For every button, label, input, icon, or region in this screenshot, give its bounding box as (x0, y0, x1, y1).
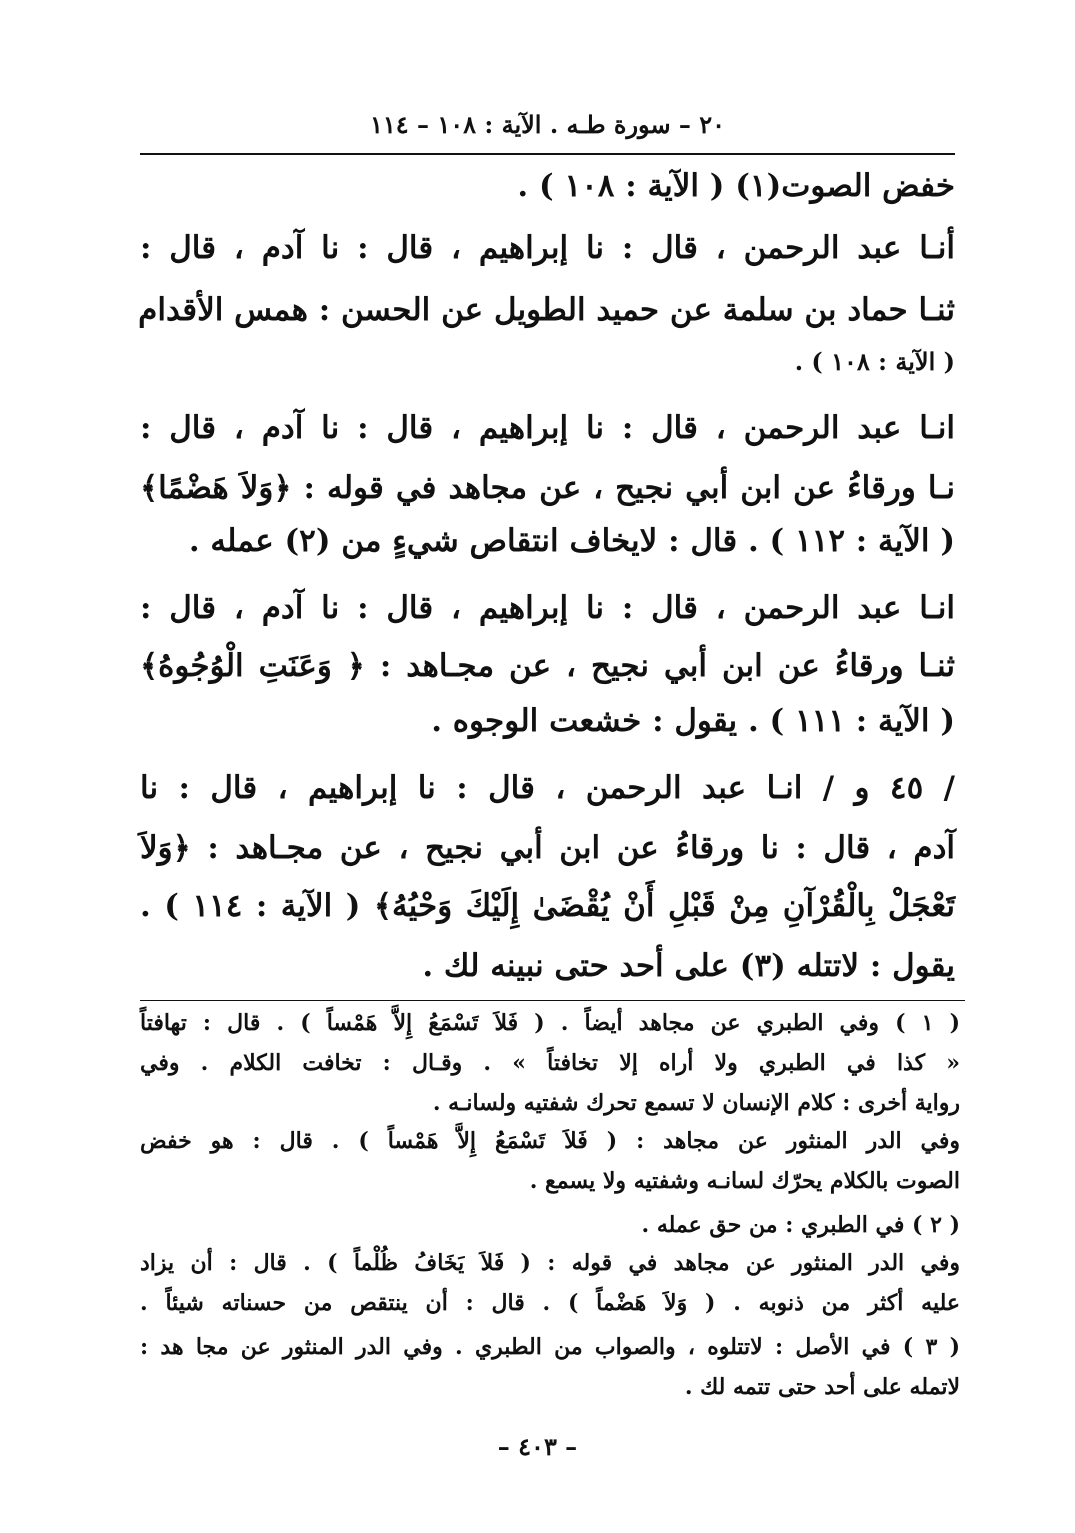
page-number: – ٤٠٣ – (497, 1432, 578, 1461)
body-line: نـا ورقاءُ عن ابن أبي نجيح ، عن مجاهد في قوله : ﴿وَلاَ هَضْمًا﴾ (140, 470, 955, 506)
footnote-line: عليه أكثر من ذنوبه . ( وَلاَ هَضْماً ) . قال : أن ينتقص من حسناته شيئاً . (140, 1290, 960, 1316)
footnote-line: ( ١ ) وفي الطبري عن مجاهد أيضاً . ( فَلاَ تَسْمَعُ إِلاَّ هَمْساً ) . قال : تهافتاً (140, 1010, 960, 1036)
body-line: ( الآية : ١١١ ) . يقول : خشعت الوجوه . (431, 703, 955, 739)
body-line: ( الآية : ١٠٨ ) . (794, 347, 955, 376)
footnote-line: وفي الدر المنثور عن مجاهد في قوله : ( فَلاَ يَخَافُ ظُلْماً ) . قال : أن يزاد (140, 1250, 960, 1276)
footnote-rule (140, 1000, 965, 1001)
body-line: أنـا عبد الرحمن ، قال : نا إبراهيم ، قال : نا آدم ، قال : (140, 230, 955, 266)
footnote-line: وفي الدر المنثور عن مجاهد : ( فَلاَ تَسْمَعُ إِلاَّ هَمْساً ) . قال : هو خفض (140, 1128, 960, 1154)
body-line: ثنـا حماد بن سلمة عن حميد الطويل عن الحسن : همس الأقدام (138, 292, 955, 328)
body-line: تَعْجَلْ بِالْقُرْآنِ مِنْ قَبْلِ أَنْ يُقْضَىٰ إِلَيْكَ وَحْيُهُ﴾ ( الآية : ١١٤ ) . (140, 888, 955, 924)
header-rule (140, 153, 955, 155)
body-line: ثنـا ورقاءُ عن ابن أبي نجيح ، عن مجـاهد : ﴿ وَعَنَتِ الْوُجُوهُ﴾ (140, 648, 955, 684)
body-line: ( الآية : ١١٢ ) . قال : لايخاف انتقاص شيءٍ من (٢) عمله . (188, 523, 955, 559)
body-line: انـا عبد الرحمن ، قال : نا إبراهيم ، قال : نا آدم ، قال : (140, 590, 955, 626)
body-line: / ٤٥ و / انـا عبد الرحمن ، قال : نا إبراهيم ، قال : نا (140, 770, 955, 806)
footnote-line: « كذا في الطبري ولا أراه إلا تخافتاً » . وقـال : تخافت الكلام . وفي (140, 1050, 960, 1076)
footnote-line: ( ٢ ) في الطبري : من حق عمله . (641, 1212, 960, 1238)
body-line: يقول : لاتتله (٣) على أحد حتى نبينه لك . (422, 948, 955, 984)
footnote-line: ( ٣ ) في الأصل : لاتتلوه ، والصواب من الطبري . وفي الدر المنثور عن مجا هد : (140, 1334, 960, 1360)
body-line: آدم ، قال : نا ورقاءُ عن ابن أبي نجيح ، عن مجـاهد : ﴿وَلاَ (140, 830, 955, 866)
footnote-line: رواية أخرى : كلام الإنسان لا تسمع تحرك شفتيه ولسانـه . (432, 1090, 960, 1116)
body-line: انـا عبد الرحمن ، قال : نا إبراهيم ، قال : نا آدم ، قال : (140, 410, 955, 446)
footnote-line: لاتمله على أحد حتى تتمه لك . (684, 1374, 960, 1400)
body-line: خفض الصوت(١) ( الآية : ١٠٨ ) . (517, 168, 955, 204)
running-header: ٢٠ – سورة طـه . الآية : ١٠٨ – ١١٤ (369, 110, 726, 139)
footnote-line: الصوت بالكلام يحرّك لسانـه وشفتيه ولا يسمع . (529, 1168, 960, 1194)
